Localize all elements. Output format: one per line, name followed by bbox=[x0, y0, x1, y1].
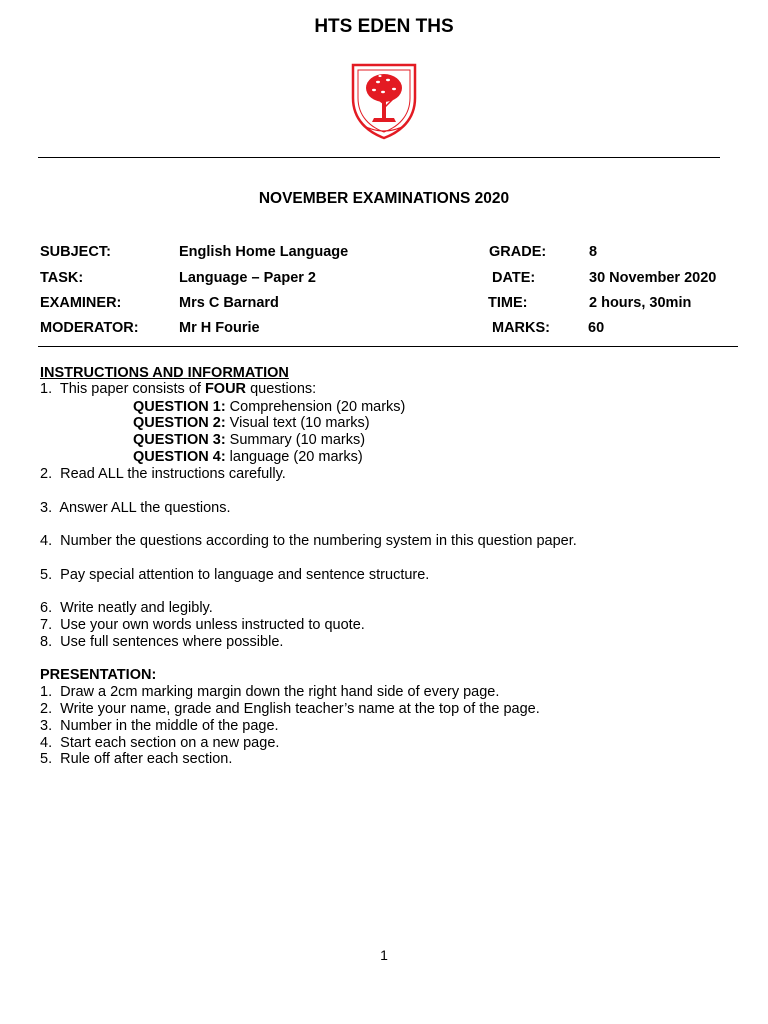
instruction-item-6: 6. Write neatly and legibly. bbox=[40, 600, 213, 616]
question-2-desc: Visual text (10 marks) bbox=[225, 415, 370, 431]
school-name: HTS EDEN THS bbox=[314, 16, 454, 37]
moderator-value: Mr H Fourie bbox=[179, 320, 260, 336]
task-label: TASK: bbox=[40, 270, 84, 286]
instruction-item-1-text: 1. This paper consists of bbox=[40, 381, 205, 397]
instruction-item-3: 3. Answer ALL the questions. bbox=[40, 500, 231, 516]
question-3-desc: Summary (10 marks) bbox=[225, 432, 366, 448]
examiner-label: EXAMINER: bbox=[40, 295, 122, 311]
date-label: DATE: bbox=[492, 270, 536, 286]
grade-label: GRADE: bbox=[489, 244, 547, 260]
presentation-item-2: 2. Write your name, grade and English teacher’s name at the top of the page. bbox=[40, 701, 540, 717]
presentation-item-3: 3. Number in the middle of the page. bbox=[40, 718, 279, 734]
info-divider bbox=[38, 346, 738, 347]
instruction-item-8: 8. Use full sentences where possible. bbox=[40, 634, 284, 650]
instruction-item-5: 5. Pay special attention to language and sentence structure. bbox=[40, 567, 430, 583]
presentation-item-4: 4. Start each section on a new page. bbox=[40, 735, 280, 751]
question-3-label: QUESTION 3: bbox=[133, 432, 226, 448]
instruction-item-7: 7. Use your own words unless instructed to quote. bbox=[40, 617, 365, 633]
subject-value: English Home Language bbox=[179, 244, 349, 260]
question-2-label: QUESTION 2: bbox=[133, 415, 226, 431]
time-label: TIME: bbox=[488, 295, 528, 311]
subject-label: SUBJECT: bbox=[40, 244, 111, 260]
question-4-desc: language (20 marks) bbox=[225, 449, 363, 465]
marks-value: 60 bbox=[588, 320, 605, 336]
exam-title: NOVEMBER EXAMINATIONS 2020 bbox=[258, 190, 510, 207]
marks-label: MARKS: bbox=[492, 320, 550, 336]
time-value: 2 hours, 30min bbox=[589, 295, 692, 311]
presentation-heading: PRESENTATION: bbox=[40, 667, 157, 683]
question-2-line bbox=[133, 415, 370, 431]
presentation-item-5: 5. Rule off after each section. bbox=[40, 751, 233, 767]
presentation-item-1: 1. Draw a 2cm marking margin down the right hand side of every page. bbox=[40, 684, 500, 700]
question-1-line bbox=[133, 399, 405, 415]
question-1-desc: Comprehension (20 marks) bbox=[225, 399, 406, 415]
question-4-label: QUESTION 4: bbox=[133, 449, 226, 465]
page-number: 1 bbox=[380, 947, 388, 963]
instruction-item-1-suffix: questions: bbox=[246, 381, 317, 397]
grade-value: 8 bbox=[589, 244, 598, 260]
instruction-item-1 bbox=[40, 381, 316, 397]
instructions-heading: INSTRUCTIONS AND INFORMATION bbox=[40, 365, 289, 381]
question-1-label: QUESTION 1: bbox=[133, 399, 226, 415]
task-value: Language – Paper 2 bbox=[179, 270, 316, 286]
school-crest-logo bbox=[350, 62, 418, 140]
question-4-line bbox=[133, 449, 363, 465]
instruction-item-2: 2. Read ALL the instructions carefully. bbox=[40, 466, 286, 482]
instruction-item-1-emphasis: FOUR bbox=[204, 381, 247, 397]
instruction-item-4: 4. Number the questions according to the numbering system in this question paper. bbox=[40, 533, 577, 549]
moderator-label: MODERATOR: bbox=[40, 320, 139, 336]
examiner-value: Mrs C Barnard bbox=[179, 295, 279, 311]
question-3-line bbox=[133, 432, 365, 448]
header-divider bbox=[38, 157, 720, 158]
date-value: 30 November 2020 bbox=[589, 270, 717, 286]
